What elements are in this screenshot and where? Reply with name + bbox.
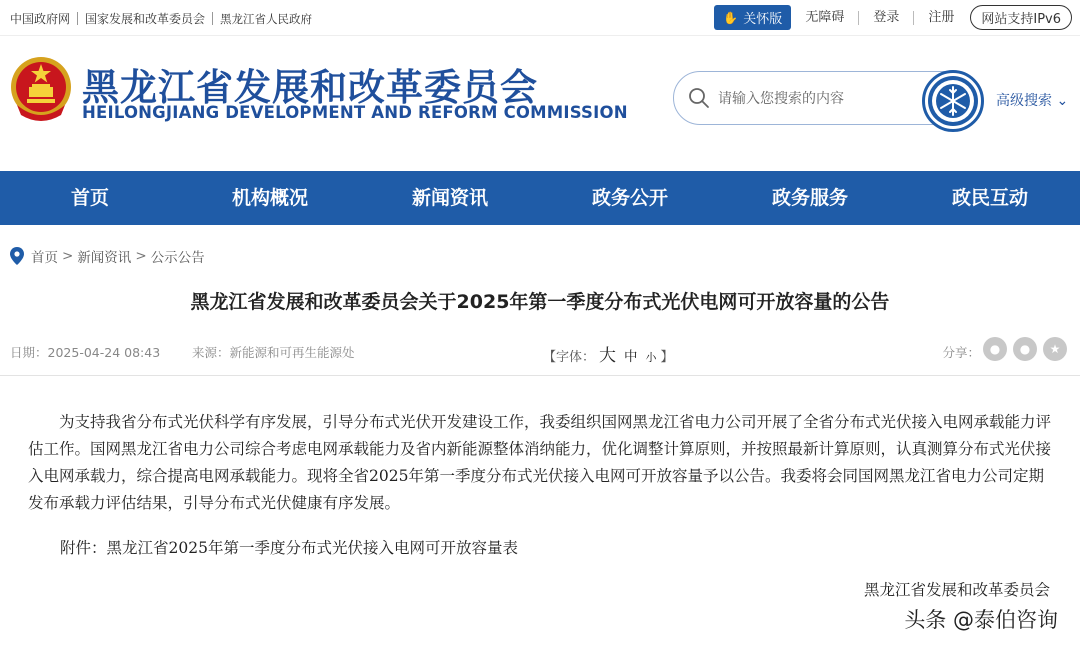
share-label: 分享： — [942, 345, 980, 360]
top-bar — [0, 0, 1080, 36]
advanced-search-link[interactable] — [996, 90, 1068, 110]
article-meta — [10, 342, 1070, 366]
chevron-down-icon: ⌄ — [1056, 93, 1069, 109]
breadcrumb-news[interactable]: 新闻资讯 — [77, 250, 132, 266]
date-value: 2025-04-24 08:43 — [47, 345, 161, 360]
attachment-link[interactable]: 附件：黑龙江省2025年第一季度分布式光伏接入电网可开放容量表 — [60, 539, 518, 557]
link-hlj-gov[interactable]: 黑龙江省人民政府 — [220, 11, 313, 26]
national-emblem-icon — [9, 55, 73, 123]
top-actions — [714, 5, 1072, 30]
font-small-button[interactable]: 小 — [645, 351, 657, 364]
share-icons — [977, 337, 1067, 361]
meta-divider — [0, 375, 1080, 376]
nav-item-home[interactable]: 首页 — [70, 187, 109, 209]
article-paragraph: 为支持我省分布式光伏科学有序发展，引导分布式光伏开发建设工作，我委组织国网黑龙江省电力公司开展了全省分布式光伏接入电网承载能力评估工作。国网黑龙江省电力公司综合考虑电网承载能力及省内新能源整体消纳能力，优化调整计算原则，并按照最新计算原则，认真测算分布式光伏接入电网承载力，综合提高电网承载能力。现将全省2025年第一季度分布式光伏接入电网可开放容量予以公告。我委将会同国网黑龙江省电力公司定期发布承载力评估结果，引导分布式光伏健康有序发展。 — [28, 413, 1052, 512]
divider — [212, 12, 213, 25]
nav-item-services[interactable]: 政务服务 — [771, 187, 848, 209]
article-title: 黑龙江省发展和改革委员会关于2025年第一季度分布式光伏电网可开放容量的公告 — [190, 291, 890, 313]
register-link[interactable]: 注册 — [928, 9, 955, 25]
divider — [77, 12, 78, 25]
breadcrumb-home[interactable]: 首页 — [31, 250, 58, 266]
watermark-text: 头条 @泰伯咨询 — [904, 608, 1058, 632]
link-ndrc[interactable]: 国家发展和改革委员会 — [85, 12, 206, 26]
nav-item-gov-affairs[interactable]: 政务公开 — [591, 187, 668, 209]
care-mode-label: 关怀版 — [743, 12, 783, 27]
ipv6-badge: 网站支持IPv6 — [970, 5, 1072, 30]
article-date — [10, 343, 160, 361]
accessibility-link[interactable]: 无障碍 — [791, 11, 859, 25]
search-icon — [688, 87, 710, 109]
font-label: 【字体： — [543, 350, 596, 365]
link-gov-cn[interactable]: 中国政府网 — [10, 12, 71, 26]
date-label: 日期： — [10, 345, 48, 360]
breadcrumb-notices[interactable]: 公示公告 — [150, 250, 205, 266]
login-link[interactable]: 登录 — [859, 11, 914, 25]
article-body — [28, 409, 1058, 517]
source-label: 来源： — [192, 345, 230, 360]
weibo-share-icon[interactable]: ● — [1013, 337, 1037, 361]
location-pin-icon — [10, 247, 24, 265]
article-source — [192, 343, 355, 361]
breadcrumb-separator: > — [62, 248, 74, 264]
care-icon: ✋ — [723, 10, 739, 25]
nav-item-about[interactable]: 机构概况 — [231, 187, 308, 209]
search-button-snowflake-icon[interactable] — [922, 70, 984, 132]
care-mode-button[interactable] — [714, 5, 791, 30]
advanced-search-label: 高级搜索 — [996, 93, 1052, 109]
main-nav — [0, 171, 1080, 225]
article-signer: 黑龙江省发展和改革委员会 — [863, 581, 1050, 599]
nav-item-news[interactable]: 新闻资讯 — [411, 187, 488, 209]
font-close: 】 — [660, 350, 674, 365]
site-title: 黑龙江省发展和改革委员会 — [82, 66, 538, 109]
site-subtitle: HEILONGJIANG DEVELOPMENT AND REFORM COMMISSION — [82, 103, 628, 122]
font-large-button[interactable]: 大 — [599, 346, 617, 366]
font-medium-button[interactable]: 中 — [624, 349, 638, 365]
nav-item-interaction[interactable]: 政民互动 — [951, 187, 1028, 209]
breadcrumb-separator: > — [135, 248, 147, 264]
source-value: 新能源和可再生能源处 — [229, 345, 355, 360]
top-links — [10, 10, 312, 27]
search-input[interactable] — [718, 88, 908, 110]
favorite-share-icon[interactable]: ★ — [1043, 337, 1067, 361]
breadcrumb — [10, 246, 205, 266]
font-size-control — [543, 341, 674, 366]
wechat-share-icon[interactable]: ● — [983, 337, 1007, 361]
